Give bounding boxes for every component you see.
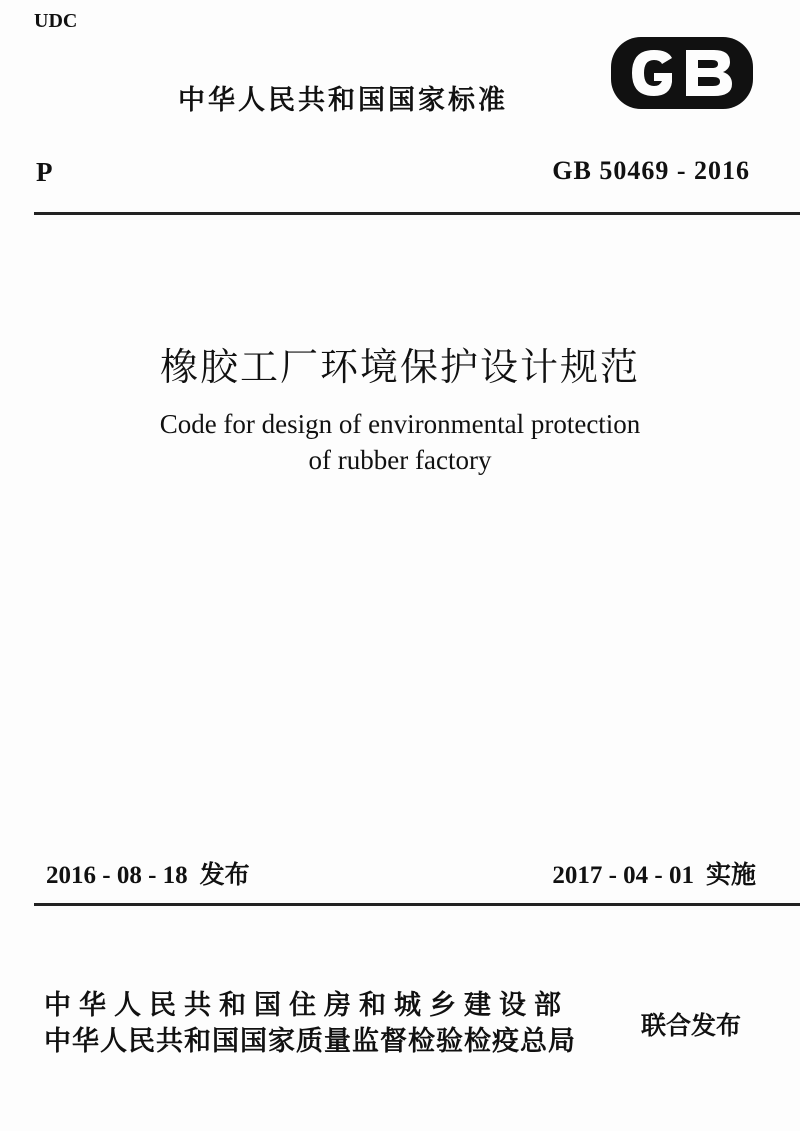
issue-date-block (46, 855, 250, 891)
implement-date: 2017 - 04 - 01 (552, 862, 694, 889)
classification-code: P (36, 157, 53, 187)
title-chinese: 橡胶工厂环境保护设计规范 (159, 345, 640, 389)
gb-logo (610, 36, 754, 110)
footer-divider (34, 903, 800, 906)
title-english (0, 406, 800, 478)
header-divider (34, 212, 800, 215)
issuer-ministry: 中华人民共和国住房和城乡建设部 (44, 990, 569, 1021)
issue-label: 发布 (199, 860, 250, 889)
implement-date-block (552, 855, 756, 891)
joint-publication-label: 联合发布 (641, 1011, 742, 1040)
title-english-line-2: of rubber factory (308, 445, 492, 475)
standard-type: 中华人民共和国国家标准 (178, 85, 508, 116)
implement-label: 实施 (705, 860, 756, 889)
issuer-aqsiq: 中华人民共和国国家质量监督检验检疫总局 (44, 1026, 576, 1057)
udc-label: UDC (34, 10, 78, 32)
standard-number: GB 50469 - 2016 (552, 156, 750, 185)
gb-logo-graphic (610, 36, 754, 110)
issue-date: 2016 - 08 - 18 (46, 862, 188, 889)
title-english-line-1: Code for design of environmental protection (159, 409, 641, 439)
issuing-authorities (44, 988, 576, 1060)
